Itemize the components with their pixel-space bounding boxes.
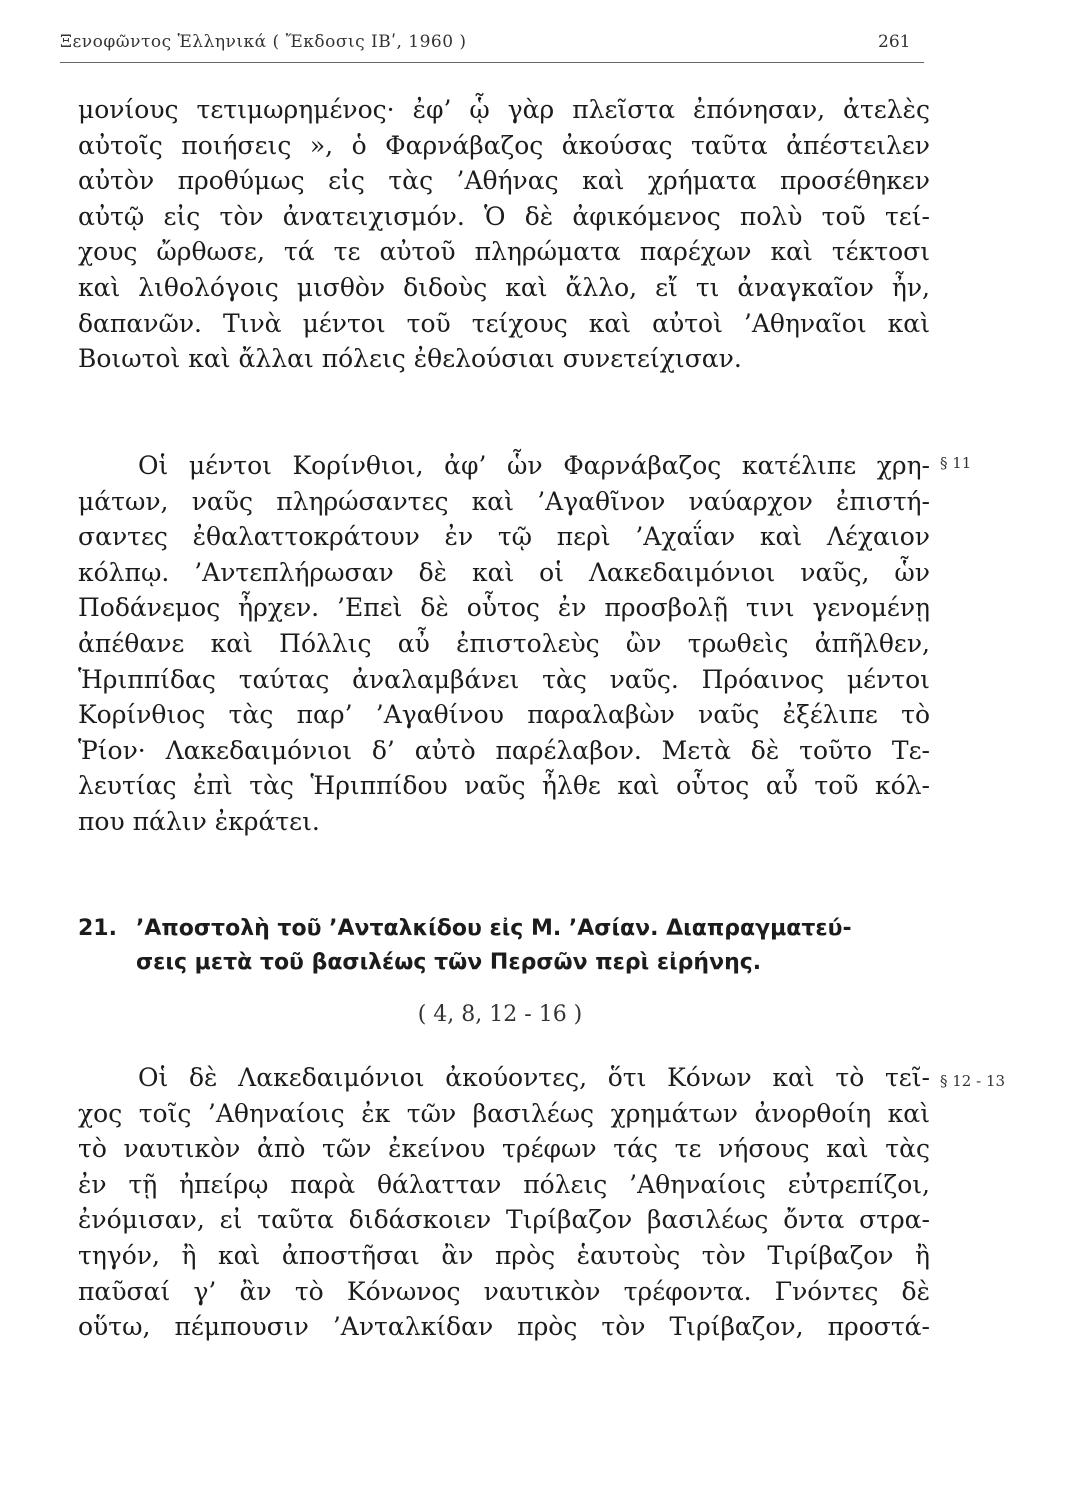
text-line: κόλπῳ. ’Αντεπλήρωσαν δὲ καὶ οἱ Λακεδαιμόνιοι ναῦς, ὧν <box>78 557 930 587</box>
section-title-line-1: ’Αποστολὴ τοῦ ’Ανταλκίδου εἰς Μ. ’Ασίαν. Διαπραγματεύ- <box>136 916 852 941</box>
paragraph-3 <box>78 1060 930 1345</box>
text-line: λευτίας ἐπὶ τὰς Ἡριππίδου ναῦς ἦλθε καὶ οὗτος αὖ τοῦ κόλ- <box>78 771 930 801</box>
text-line: που πάλιν ἐκράτει. <box>78 806 320 836</box>
text-line: Οἱ μέντοι Κορίνθιοι, ἀφ’ ὧν Φαρνάβαζος κατέλιπε χρη- <box>138 451 930 480</box>
text-line: Κορίνθιος τὰς παρ’ ’Αγαθίνου παραλαβὼν ναῦς ἐξέλιπε τὸ <box>78 700 930 730</box>
text-line: ἐν τῇ ἠπείρῳ παρὰ θάλατταν πόλεις ’Αθηναίοις εὐτρεπίζοι, <box>78 1169 930 1199</box>
text-line: αὐτῷ εἰς τὸν ἀνατειχισμόν. Ὁ δὲ ἀφικόμενος πολὺ τοῦ τεί- <box>78 201 930 231</box>
section-reference: ( 4, 8, 12 - 16 ) <box>417 1002 583 1027</box>
text-line: σαντες ἐθαλαττοκράτουν ἐν τῷ περὶ ’Αχαΐαν καὶ Λέχαιον <box>78 522 930 552</box>
section-title-line-2: σεις μετὰ τοῦ βασιλέως τῶν Περσῶν περὶ εἰρήνης. <box>136 950 762 975</box>
text-line: χους ὤρθωσε, τά τε αὐτοῦ πληρώματα παρέχων καὶ τέκτοσι <box>78 237 930 267</box>
page-number: 261 <box>878 32 911 52</box>
text-line: παῦσαί γ’ ἂν τὸ Κόνωνος ναυτικὸν τρέφοντα. Γνόντες δὲ <box>78 1276 930 1306</box>
text-line: τὸ ναυτικὸν ἀπὸ τῶν ἐκείνου τρέφων τάς τε νήσους καὶ τὰς <box>78 1134 930 1164</box>
section-heading <box>78 912 930 980</box>
margin-section-note: § 12 - 13 <box>940 1072 1006 1090</box>
paragraph-1 <box>78 92 930 377</box>
text-line: αὐτὸν προθύμως εἰς τὰς ’Αθήνας καὶ χρήματα προσέθηκεν <box>78 166 930 196</box>
margin-section-note: § 11 <box>940 454 972 472</box>
text-line: μάτων, ναῦς πληρώσαντες καὶ ’Αγαθῖνον ναύαρχον ἐπιστή- <box>78 486 930 516</box>
paragraph-2 <box>78 448 930 840</box>
text-line: οὕτω, πέμπουσιν ’Ανταλκίδαν πρὸς τὸν Τιρίβαζον, προστά- <box>78 1312 930 1342</box>
text-line: ἐνόμισαν, εἰ ταῦτα διδάσκοιεν Τιρίβαζον βασιλέως ὄντα στρα- <box>78 1205 930 1235</box>
text-line: Οἱ δὲ Λακεδαιμόνιοι ἀκούοντες, ὅτι Κόνων καὶ τὸ τεῖ- <box>138 1063 930 1092</box>
text-line: Ποδάνεμος ἦρχεν. ’Επεὶ δὲ οὗτος ἐν προσβολῇ τινι γενομένῃ <box>78 593 930 623</box>
text-line: Ἡριππίδας ταύτας ἀναλαμβάνει τὰς ναῦς. Πρόαινος μέντοι <box>78 664 930 694</box>
text-line: δαπανῶν. Τινὰ μέντοι τοῦ τείχους καὶ αὐτοὶ ’Αθηναῖοι καὶ <box>78 308 930 338</box>
text-line: ἀπέθανε καὶ Πόλλις αὖ ἐπιστολεὺς ὢν τρωθεὶς ἀπῆλθεν, <box>78 628 930 658</box>
header-rule <box>60 62 924 63</box>
section-number: 21. <box>78 916 117 941</box>
text-line: μονίους τετιμωρημένος· ἐφ’ ᾧ γὰρ πλεῖστα ἐπόνησαν, ἀτελὲς <box>78 95 930 124</box>
text-line: Ῥίον· Λακεδαιμόνιοι δ’ αὐτὸ παρέλαβον. Μετὰ δὲ τοῦτο Τε- <box>78 735 930 765</box>
text-line: τηγόν, ἢ καὶ ἀποστῆσαι ἂν πρὸς ἑαυτοὺς τὸν Τιρίβαζον ἢ <box>78 1240 930 1270</box>
text-line: καὶ λιθολόγοις μισθὸν διδοὺς καὶ ἄλλο, εἴ τι ἀναγκαῖον ἦν, <box>78 272 930 302</box>
text-line: χος τοῖς ’Αθηναίοις ἐκ τῶν βασιλέως χρημάτων ἀνορθοίη καὶ <box>78 1098 930 1128</box>
text-line: Βοιωτοὶ καὶ ἄλλαι πόλεις ἐθελούσιαι συνετείχισαν. <box>78 344 742 374</box>
running-head-title: Ξενοφῶντος Ἑλληνικά ( Ἔκδοσις ΙΒʹ, 1960 ) <box>60 32 467 52</box>
text-line: αὐτοῖς ποιήσεις », ὁ Φαρνάβαζος ἀκούσας ταῦτα ἀπέστειλεν <box>78 130 930 160</box>
